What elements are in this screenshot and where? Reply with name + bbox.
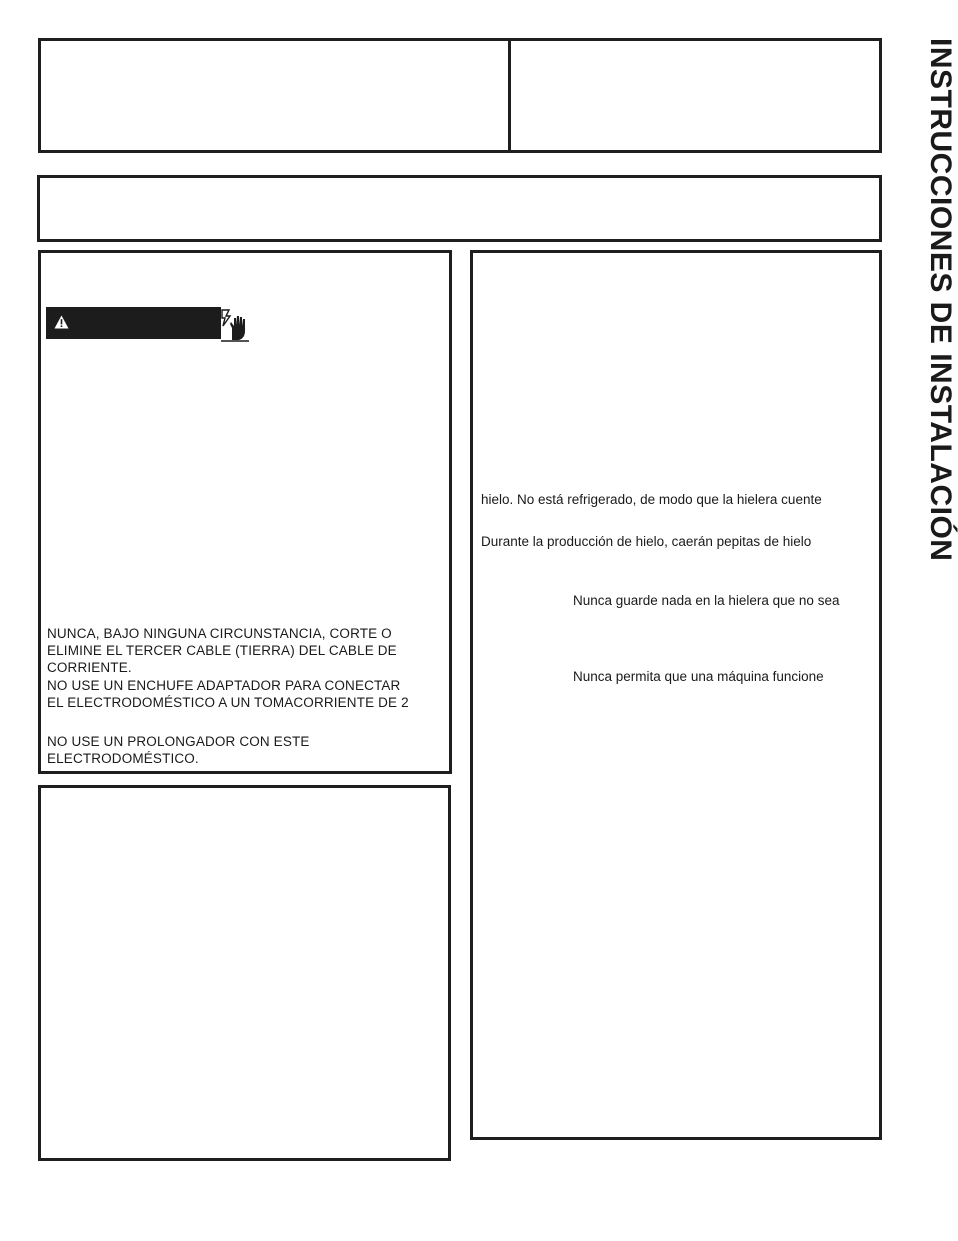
right-info-box	[470, 250, 882, 1140]
extension-warning-line-2: ELECTRODOMÉSTICO.	[47, 751, 199, 766]
ice-production-line: Durante la producción de hielo, caerán pepitas de hielo	[481, 534, 812, 549]
extension-warning-line-1: NO USE UN PROLONGADOR CON ESTE	[47, 734, 310, 749]
warning-triangle-icon	[54, 315, 69, 329]
grounding-warning-line-1: NUNCA, BAJO NINGUNA CIRCUNSTANCIA, CORTE O	[47, 626, 392, 641]
left-lower-box	[38, 785, 451, 1161]
header-box-right	[508, 38, 882, 153]
warning-label-bar	[46, 307, 221, 339]
operation-caution-line: Nunca permita que una máquina funcione	[573, 669, 824, 684]
storage-caution-line: Nunca guarde nada en la hielera que no sea	[573, 593, 840, 608]
ice-storage-line: hielo. No está refrigerado, de modo que la hielera cuente	[481, 492, 822, 507]
grounding-warning-line-2: ELIMINE EL TERCER CABLE (TIERRA) DEL CABLE DE	[47, 643, 397, 658]
grounding-warning-line-3: CORRIENTE.	[47, 660, 132, 675]
grounding-warning-line-4: NO USE UN ENCHUFE ADAPTADOR PARA CONECTAR	[47, 678, 401, 693]
side-title: INSTRUCCIONES DE INSTALACIÓN	[924, 38, 957, 562]
grounding-warning-line-5: EL ELECTRODOMÉSTICO A UN TOMACORRIENTE DE 2	[47, 695, 409, 710]
section-title-box	[37, 175, 882, 242]
header-box-left	[38, 38, 512, 153]
electric-shock-hand-icon	[220, 306, 250, 342]
